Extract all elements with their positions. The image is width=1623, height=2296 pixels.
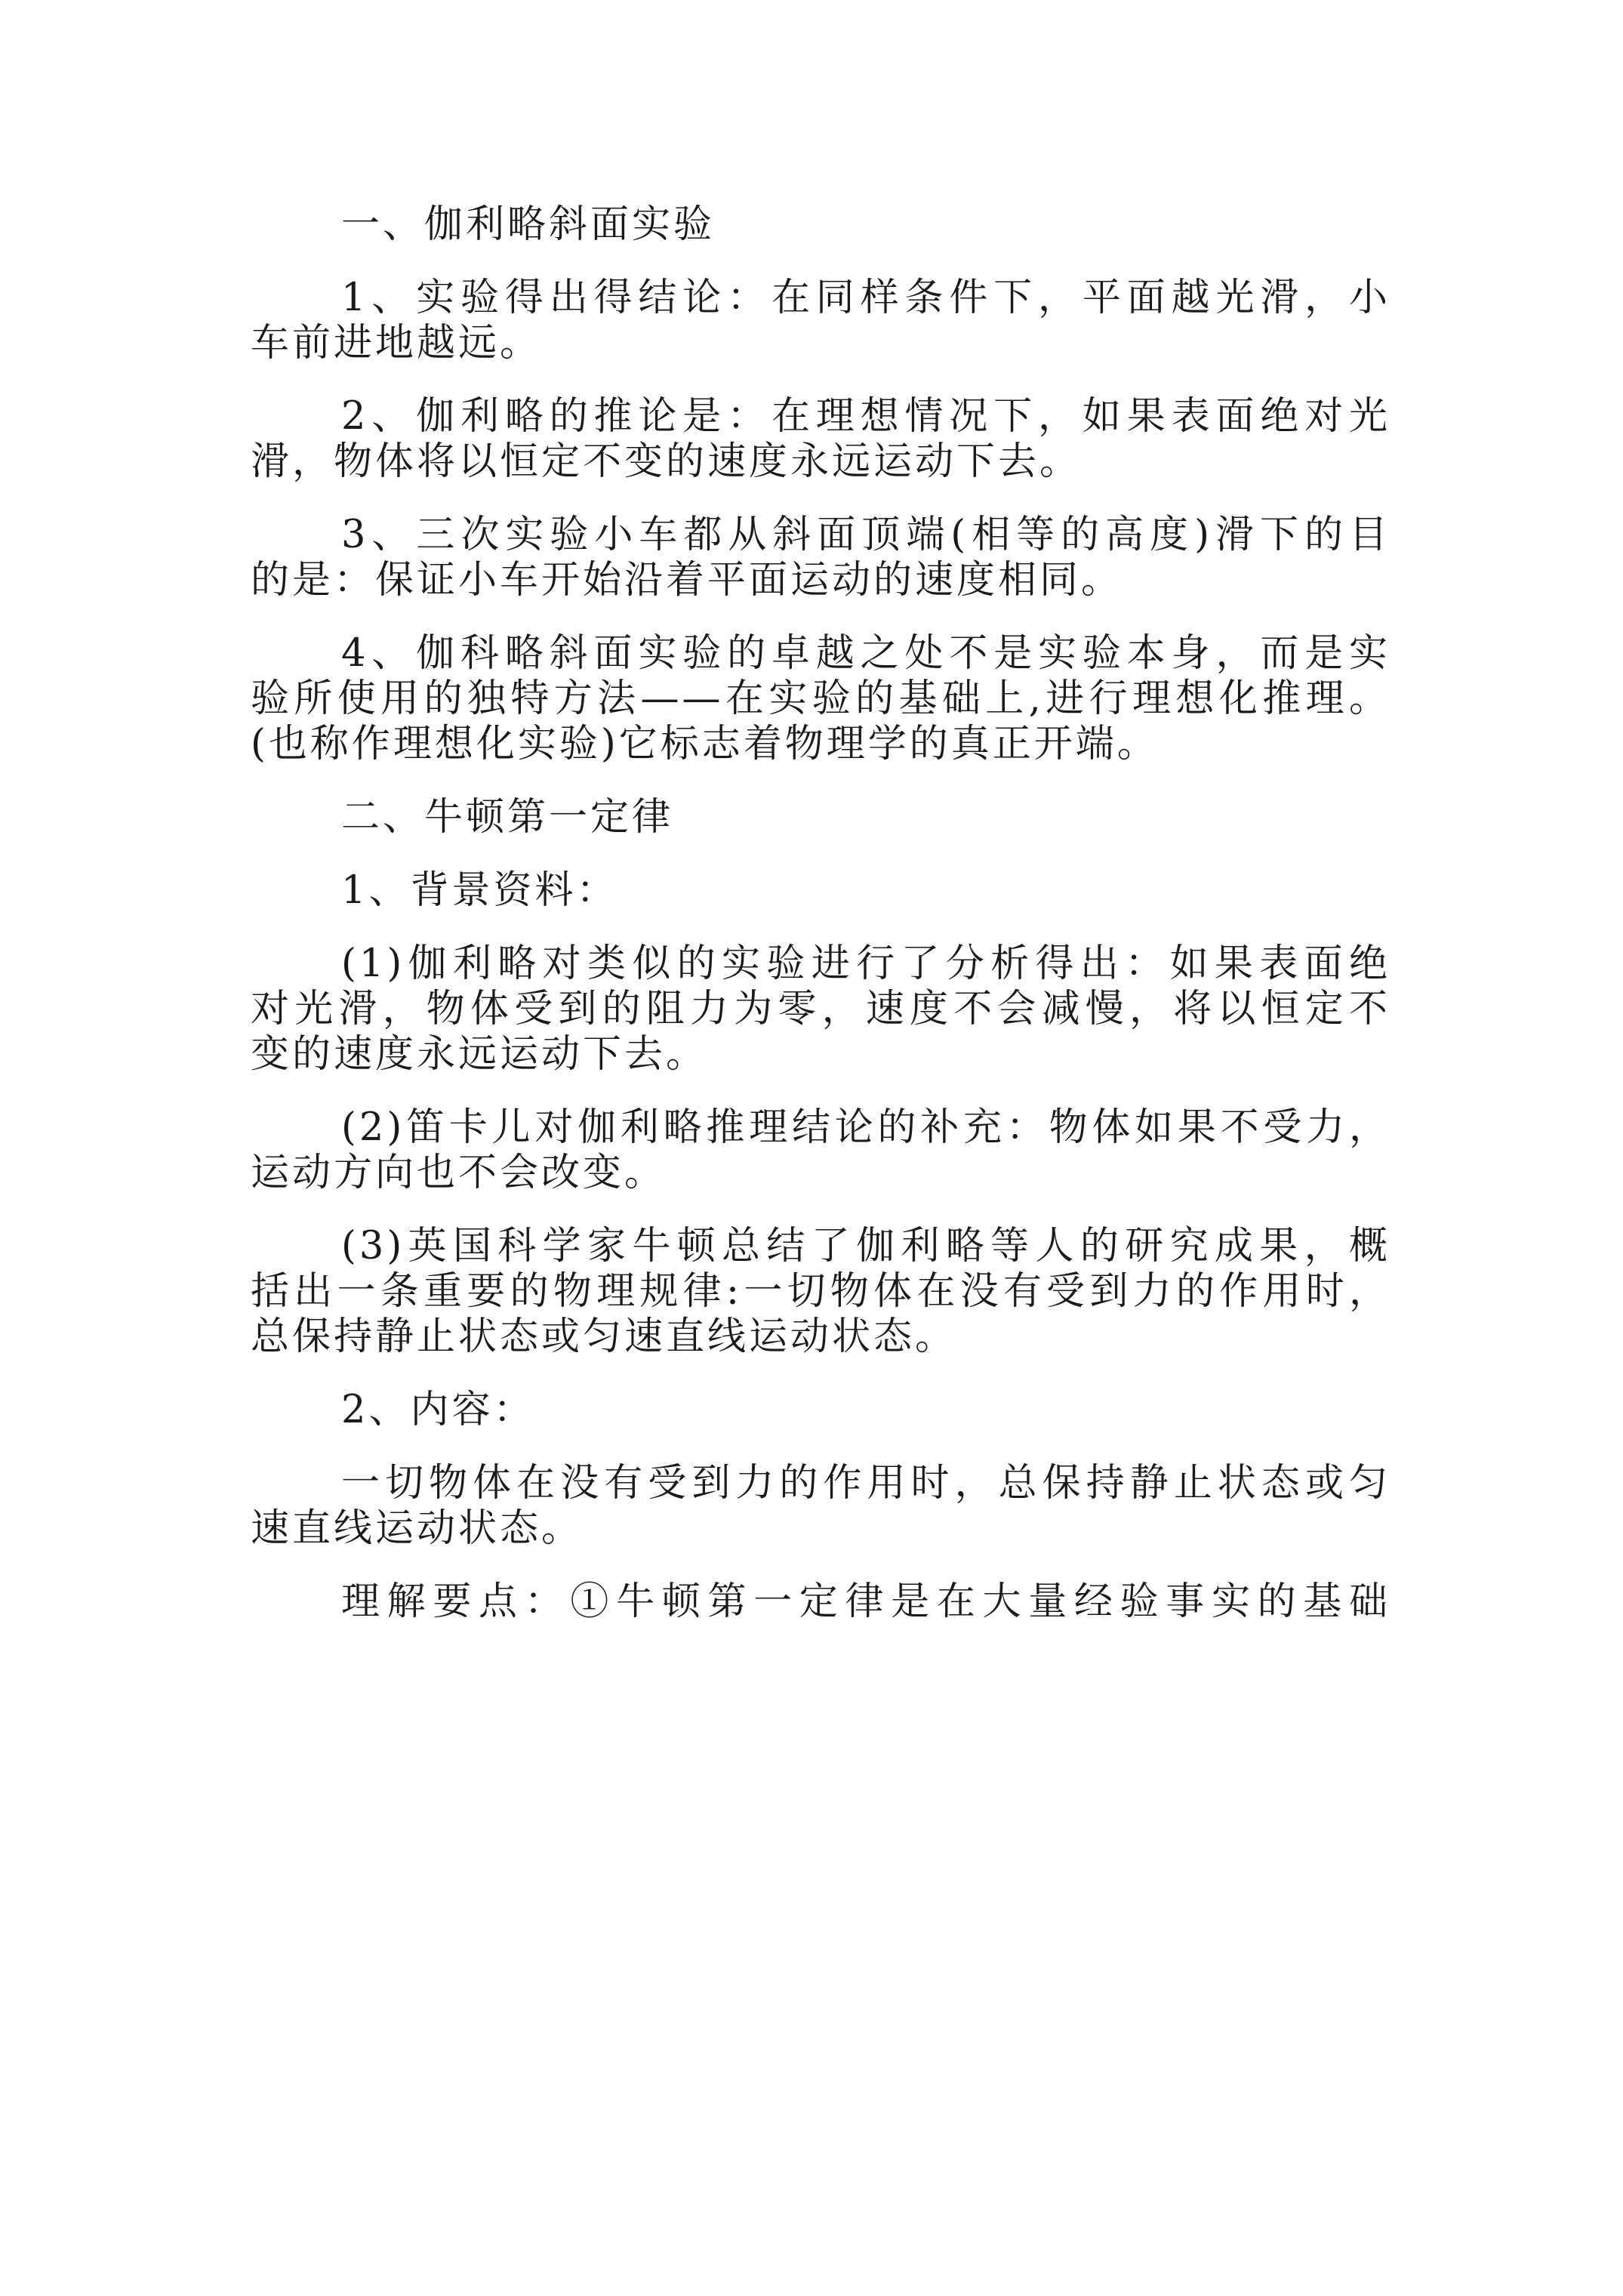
paragraph-line: (2)笛卡儿对伽利略推理结论的补充：物体如果不受力， — [341, 1105, 1390, 1150]
section-heading-galileo: 一、伽利略斜面实验 — [341, 202, 716, 247]
paragraph-line: 3、三次实验小车都从斜面顶端(相等的高度)滑下的目 — [341, 513, 1390, 557]
paragraph-line: 的是：保证小车开始沿着平面运动的速度相同。 — [251, 558, 1123, 603]
paragraph-line: 验所使用的独特方法——在实验的基础上,进行理想化推理。 — [251, 676, 1390, 721]
paragraph-line: 括出一条重要的物理规律:一切物体在没有受到力的作用时， — [251, 1269, 1390, 1314]
paragraph-line: (也称作理想化实验)它标志着物理学的真正开端。 — [251, 722, 1159, 766]
paragraph-line: 一切物体在没有受到力的作用时，总保持静止状态或匀 — [341, 1461, 1390, 1505]
paragraph-line: (3)英国科学家牛顿总结了伽利略等人的研究成果，概 — [341, 1224, 1390, 1268]
paragraph-line: 理解要点：①牛顿第一定律是在大量经验事实的基础 — [341, 1579, 1390, 1624]
subheading-background: 1、背景资料： — [341, 868, 618, 913]
paragraph-line: 滑，物体将以恒定不变的速度永远运动下去。 — [251, 439, 1082, 484]
paragraph-line: 4、伽科略斜面实验的卓越之处不是实验本身，而是实 — [341, 631, 1390, 676]
paragraph-line: 车前进地越远。 — [251, 321, 542, 365]
document-body — [251, 202, 1390, 1625]
paragraph-line: 2、伽利略的推论是：在理想情况下，如果表面绝对光 — [341, 394, 1390, 439]
paragraph-line: 总保持静止状态或匀速直线运动状态。 — [251, 1314, 957, 1359]
paragraph-line: 变的速度永远运动下去。 — [251, 1032, 708, 1077]
subheading-content: 2、内容： — [341, 1388, 535, 1432]
paragraph-line: 速直线运动状态。 — [251, 1506, 584, 1551]
paragraph-line: 对光滑，物体受到的阻力为零，速度不会减慢，将以恒定不 — [251, 987, 1390, 1031]
paragraph-line: (1)伽利略对类似的实验进行了分析得出：如果表面绝 — [341, 942, 1390, 986]
paragraph-line: 1、实验得出得结论：在同样条件下，平面越光滑，小 — [341, 276, 1390, 320]
section-heading-newton: 二、牛顿第一定律 — [341, 795, 674, 840]
paragraph-line: 运动方向也不会改变。 — [251, 1151, 667, 1195]
